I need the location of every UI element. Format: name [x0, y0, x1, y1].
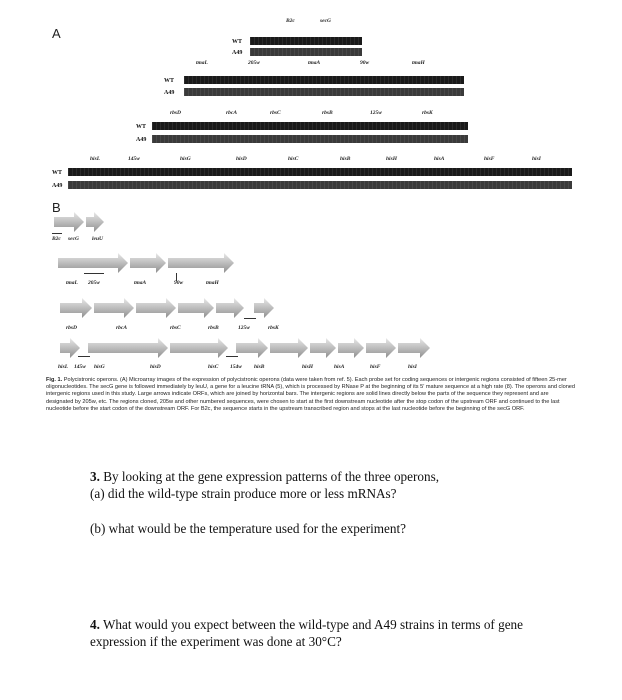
gene-label: hisG — [94, 364, 105, 370]
gene-label: secG — [68, 236, 79, 242]
gene-label: 90w — [360, 60, 370, 66]
gene-label: leuU — [92, 236, 103, 242]
gene-label: hisD — [150, 364, 161, 370]
gene-label: 145w — [74, 364, 86, 370]
row-label-a49: A49 — [232, 50, 243, 56]
gene-label: hisA — [334, 364, 345, 370]
operon-4-labels — [58, 358, 448, 374]
gene-label: hisC — [208, 364, 219, 370]
gene-label: tmaA — [308, 60, 321, 66]
operon-1-arrows — [52, 210, 132, 234]
gene-label: hisF — [370, 364, 381, 370]
figure-caption — [46, 377, 576, 413]
gene-label: hisC — [288, 156, 299, 162]
expression-strip-wt — [68, 168, 572, 176]
intergenic-line — [244, 318, 256, 319]
gene-label: hisL — [58, 364, 69, 370]
gene-label: tmaH — [412, 60, 425, 66]
gene-label: hisH — [302, 364, 314, 370]
gene-label: secG — [320, 18, 331, 24]
gene-label: rbsD — [170, 110, 182, 116]
gene-label: B2c — [286, 18, 295, 24]
question-4 — [90, 616, 590, 650]
expression-strip-wt — [184, 76, 464, 84]
intergenic-line — [226, 356, 238, 357]
expression-strip-wt — [250, 37, 362, 45]
gene-label: B2c — [52, 236, 61, 242]
operon-4-arrows — [58, 336, 448, 360]
gene-label: hisB — [340, 156, 351, 162]
figure-caption-label: Fig. 1. — [46, 377, 63, 383]
microarray-row-1 — [228, 18, 368, 58]
gene-label: tmaA — [134, 280, 147, 286]
gene-label: 205w — [88, 280, 100, 286]
question-4-text-cont: expression if the experiment was done at 30°C? — [90, 634, 342, 649]
gene-label: hisA — [434, 156, 445, 162]
gene-label: 90w — [174, 280, 184, 286]
gene-label: 154w — [230, 364, 242, 370]
microarray-row-3 — [130, 110, 470, 152]
question-3 — [90, 468, 570, 502]
gene-label: hisL — [90, 156, 101, 162]
gene-label: rbsC — [270, 110, 281, 116]
gene-label: hisI — [408, 364, 417, 370]
operon-3-arrows — [58, 296, 298, 320]
gene-label: 205w — [248, 60, 260, 66]
gene-label: 125w — [238, 325, 250, 331]
gene-label: tmaL — [66, 280, 78, 286]
gene-label: tmaH — [206, 280, 219, 286]
expression-strip-a49 — [152, 135, 468, 143]
gene-label: hisB — [254, 364, 265, 370]
gene-label: rbsB — [322, 110, 333, 116]
gene-label: 125w — [370, 110, 382, 116]
question-3-number: 3. — [90, 469, 100, 484]
expression-strip-a49 — [250, 48, 362, 56]
panel-a-label: A — [52, 26, 61, 41]
row-label-wt: WT — [52, 170, 63, 176]
figure-caption-text: Polycistronic operons. (A) Microarray images of the expression of polycistronic operons (data were taken from ref. 5). Each probe set for coding sequences or intergenic regions consisted of fifteen 25-mer oligonucleotides. The secG gene is followed immediately by leuU, a gene for a leucine tRNA (5), which is processed by RNase P at the beginning of its 5′ mature sequence at a high rate (8). The operons and cloned intergenic regions used in this study. Large arrows indicate ORFs, which are joined by horizontal bars. The intergenic regions are solid lines directly below the parts of the sequence they represent and are designated by 205w, etc. The regions cloned, 205w and other numbered sequences, were chosen to start at the first downstream nucleotide after the stop codon of the upstream ORF and continued to the last nucleotide before the start codon of the downstream ORF. For B2c, the sequence starts in the upstream transcribed region and stops at the last nucleotide before the beginning of the secG ORF. — [46, 377, 576, 412]
intergenic-line — [84, 273, 104, 274]
expression-strip-a49 — [184, 88, 464, 96]
operon-1-labels — [52, 232, 132, 244]
intergenic-line — [78, 356, 90, 357]
question-3-text: By looking at the gene expression patterns of the three operons, — [103, 469, 440, 484]
row-label-a49: A49 — [164, 90, 175, 96]
row-label-wt: WT — [136, 124, 147, 130]
gene-label: 145w — [128, 156, 140, 162]
question-4-number: 4. — [90, 617, 100, 632]
gene-label: rbsD — [66, 325, 78, 331]
row-label-wt: WT — [164, 78, 175, 84]
gene-label: hisG — [180, 156, 191, 162]
gene-label: hisF — [484, 156, 495, 162]
question-4-text: What would you expect between the wild-type and A49 strains in terms of gene — [102, 617, 524, 632]
microarray-row-4 — [48, 156, 576, 198]
gene-label: hisH — [386, 156, 398, 162]
gene-label: rbsK — [422, 110, 433, 116]
operon-2-arrows — [56, 251, 256, 275]
gene-label: rbcA — [116, 325, 127, 331]
gene-label: rbsC — [170, 325, 181, 331]
expression-strip-wt — [152, 122, 468, 130]
operon-2-labels — [56, 273, 256, 289]
operon-3-labels — [58, 318, 298, 334]
intergenic-line — [52, 233, 62, 234]
gene-label: rbsB — [208, 325, 219, 331]
microarray-row-2 — [160, 60, 470, 102]
question-3b: (b) what would be the temperature used for the experiment? — [90, 521, 407, 536]
gene-label: hisD — [236, 156, 247, 162]
row-label-a49: A49 — [52, 183, 63, 189]
gene-label: hisI — [532, 156, 541, 162]
row-label-wt: WT — [232, 39, 243, 45]
question-3a: (a) did the wild-type strain produce more or less mRNAs? — [90, 486, 397, 501]
panel-b-label: B — [52, 200, 61, 215]
gene-label: rbcA — [226, 110, 237, 116]
expression-strip-a49 — [68, 181, 572, 189]
gene-label: rbsK — [268, 325, 279, 331]
row-label-a49: A49 — [136, 137, 147, 143]
gene-label: tmaL — [196, 60, 208, 66]
